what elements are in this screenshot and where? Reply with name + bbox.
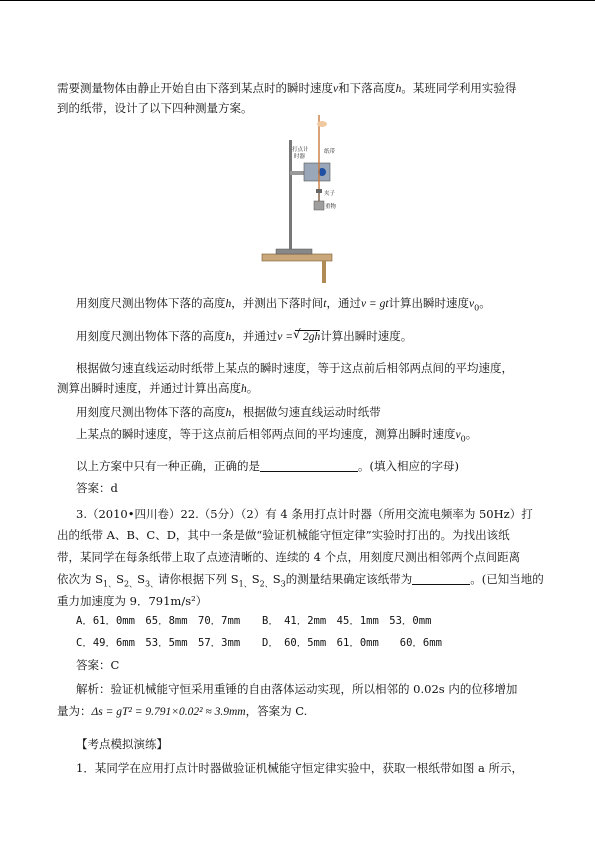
analysis-line1: 解析：验证机械能守恒采用重锤的自由落体运动实现，所以相邻的 0.02s 内的位移增加 xyxy=(76,682,518,696)
hand xyxy=(317,121,327,127)
svg-text:时器: 时器 xyxy=(294,154,306,160)
top-rule xyxy=(0,0,595,1)
option-a: A．61．0mm 65．8mm 70．7mm xyxy=(76,615,241,627)
label-tape: 纸带 xyxy=(324,149,336,155)
table-top xyxy=(262,254,332,261)
q3-line3: 带，某同学在每条纸带上取了点迹清晰的、连续的 4 个点，用刻度尺测出相邻两个点间距离 xyxy=(57,550,521,564)
q3-line2: 出的纸带 A、B、C、D，其中一条是做“验证机械能守恒定律”实验时打出的。为找出该纸 xyxy=(57,528,510,542)
intro-line2: 到的纸带，设计了以下四种测量方案。 xyxy=(57,101,253,115)
answer-2: 答案：C xyxy=(76,658,120,672)
label-weight: 重物 xyxy=(325,204,337,210)
timer-box xyxy=(304,163,330,181)
clip xyxy=(316,189,322,193)
weight xyxy=(314,201,324,210)
stand-rod xyxy=(289,140,292,250)
plan-b: 用刻度尺测出物体下落的高度h，并通过v =√ 2gh计算出瞬时速度。 xyxy=(76,329,412,344)
plan-a: 用刻度尺测出物体下落的高度h，并测出下落时间t，通过v = gt计算出瞬时速度$v_0$。 xyxy=(76,296,491,313)
q3-line5: 重力加速度为 9．791m/s²） xyxy=(57,594,208,608)
q1-line1: 1．某同学在应用打点计时器做验证机械能守恒定律实验中，获取一根纸带如图 a 所示， xyxy=(76,761,523,775)
table-leg xyxy=(322,261,326,283)
section-title: 【考点模拟演练】 xyxy=(76,737,168,751)
q3-line4: 依次为 $S_{1、}S_{2、}S_{3、}$请你根据下列 $S_{1、}S_{2、}S_3$的测量结果确定该纸带为 。(已知当地的 xyxy=(57,572,544,589)
plan-c-line1: 根据做匀速直线运动时纸带上某点的瞬时速度，等于这点前后相邻两点间的平均速度， xyxy=(76,361,513,375)
answer-blank-2[interactable] xyxy=(412,573,470,585)
q3-line1: 3.（2010•四川卷）22.（5分）（2）有 4 条用打点计时器（所用交流电频率为 50Hz）打 xyxy=(76,507,533,521)
option-c: C．49．6mm 53．5mm 57．3mm xyxy=(76,637,241,649)
option-b: B． 41．2mm 45．1mm 53．0mm xyxy=(262,615,432,627)
label-timer: 打点计 xyxy=(292,147,309,153)
option-d: D． 60．5mm 61．0mm 60．6mm xyxy=(262,637,442,649)
answer-1: 答案：d xyxy=(76,481,118,495)
plan-d-line1: 用刻度尺测出物体下落的高度h，根据做匀速直线运动时纸带 xyxy=(76,405,381,419)
plan-c-line2: 测算出瞬时速度，并通过计算出高度h。 xyxy=(57,381,259,395)
stand-base xyxy=(276,249,312,254)
intro-line1: 需要测量物体由静止开始自由下落到某点时的瞬时速度v和下落高度h。某班同学利用实验得 xyxy=(57,81,517,95)
analysis-line2: 量为：Δs = gT² = 9.791×0.02² ≈ 3.9mm，答案为 C. xyxy=(57,704,308,718)
question-tail: 以上方案中只有一种正确，正确的是 。(填入相应的字母) xyxy=(76,459,459,473)
plan-d-line2: 上某点的瞬时速度，等于这点前后相邻两点间的平均速度，测算出瞬时速度$v_0$。 xyxy=(76,427,478,444)
apparatus-figure xyxy=(262,115,337,283)
label-clip: 夹子 xyxy=(324,191,336,197)
answer-blank-1[interactable] xyxy=(260,460,358,472)
